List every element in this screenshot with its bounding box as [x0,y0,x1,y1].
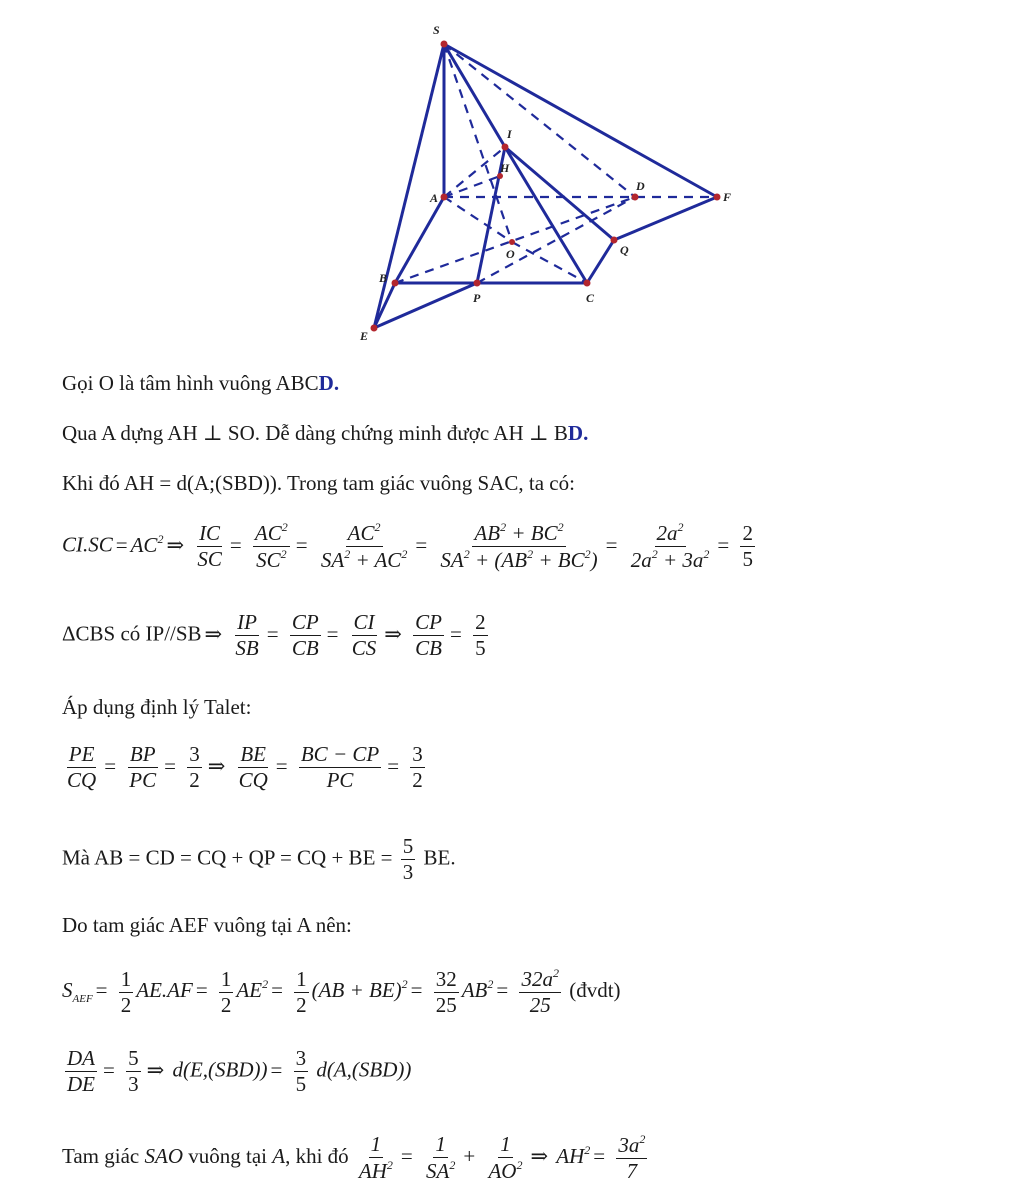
line-SAO: Tam giác SAO vuông tại A, khi đó $\frac{1}{AH^2}$ = $\frac{1}{SA^2}$ + $\frac{1}{AO^2}$ ⇒ $AH^2$ = $\frac{3a^2}{7}$ [62,1132,646,1184]
formula-area-AEF: $S_{AEF}$ = $\frac{1}{2}$ AE.AF = $\frac{1}{2}$ $AE^2$ = $\frac{1}{2}$ (AB + BE)$^2$ = $\frac{32}{25}$ $AB^2$ = $\frac{32a^2}{25}$ (đvdt) [62,966,621,1018]
svg-text:P: P [473,291,481,305]
formula-DA-DE: $\frac{DA}{DE}$ = $\frac{5}{3}$ ⇒ d(E,(SBD)) = $\frac{3}{5}$ d(A,(SBD)) [67,1046,412,1097]
formula-CI-SC: $CI.SC = AC^2$ ⇒ $\frac{IC}{SC}$ = $\frac{AC^2}{SC^2}$ = $\frac{AC^2}{SA^2 + AC^2}$ = $\frac{AB^2 + BC^2}{SA^2 + (AB^2 + BC^2)}$ = $\frac{2a^2}{2a^2 + 3a^2}$ = $\frac{2}{5}$ [62,520,753,573]
svg-text:Q: Q [620,243,629,257]
pyramid-figure [340,10,760,345]
svg-text:E: E [360,329,369,343]
formula-PE-CQ: $\frac{PE}{CQ}$ = $\frac{BP}{PC}$ = $\frac{3}{2}$ ⇒ $\frac{BE}{CQ}$ = $\frac{BC - CP}{PC}$ = $\frac{3}{2}$ [67,742,423,793]
svg-text:D: D [636,179,645,193]
line-center-O: Gọi O là tâm hình vuông ABCD. [62,371,340,395]
svg-text:O: O [506,247,515,261]
line-AH-distance: Khi đó AH = d(A;(SBD)). Trong tam giác vuông SAC, ta có: [62,471,575,495]
svg-text:B: B [379,271,388,285]
svg-text:H: H [500,161,510,175]
svg-text:A: A [430,191,439,205]
line-talet: Áp dụng định lý Talet: [62,695,252,719]
formula-CBS: ΔCBS có IP//SB ⇒ $\frac{IP}{SB}$ = $\frac{CP}{CB}$ = $\frac{CI}{CS}$ ⇒ $\frac{CP}{CB}$ = $\frac{2}{5}$ [62,610,486,661]
line-AB-CD: Mà AB = CD = CQ + QP = CQ + BE = $\frac{5}{3}$ BE. [62,834,456,885]
line-AEF: Do tam giác AEF vuông tại A nên: [62,913,352,937]
svg-text:I: I [507,127,512,141]
svg-text:F: F [723,190,732,204]
svg-text:S: S [433,23,440,37]
line-construct-AH: Qua A dựng AH ⊥ SO. Dễ dàng chứng minh được AH ⊥ BD. [62,421,589,445]
svg-text:C: C [586,291,595,305]
